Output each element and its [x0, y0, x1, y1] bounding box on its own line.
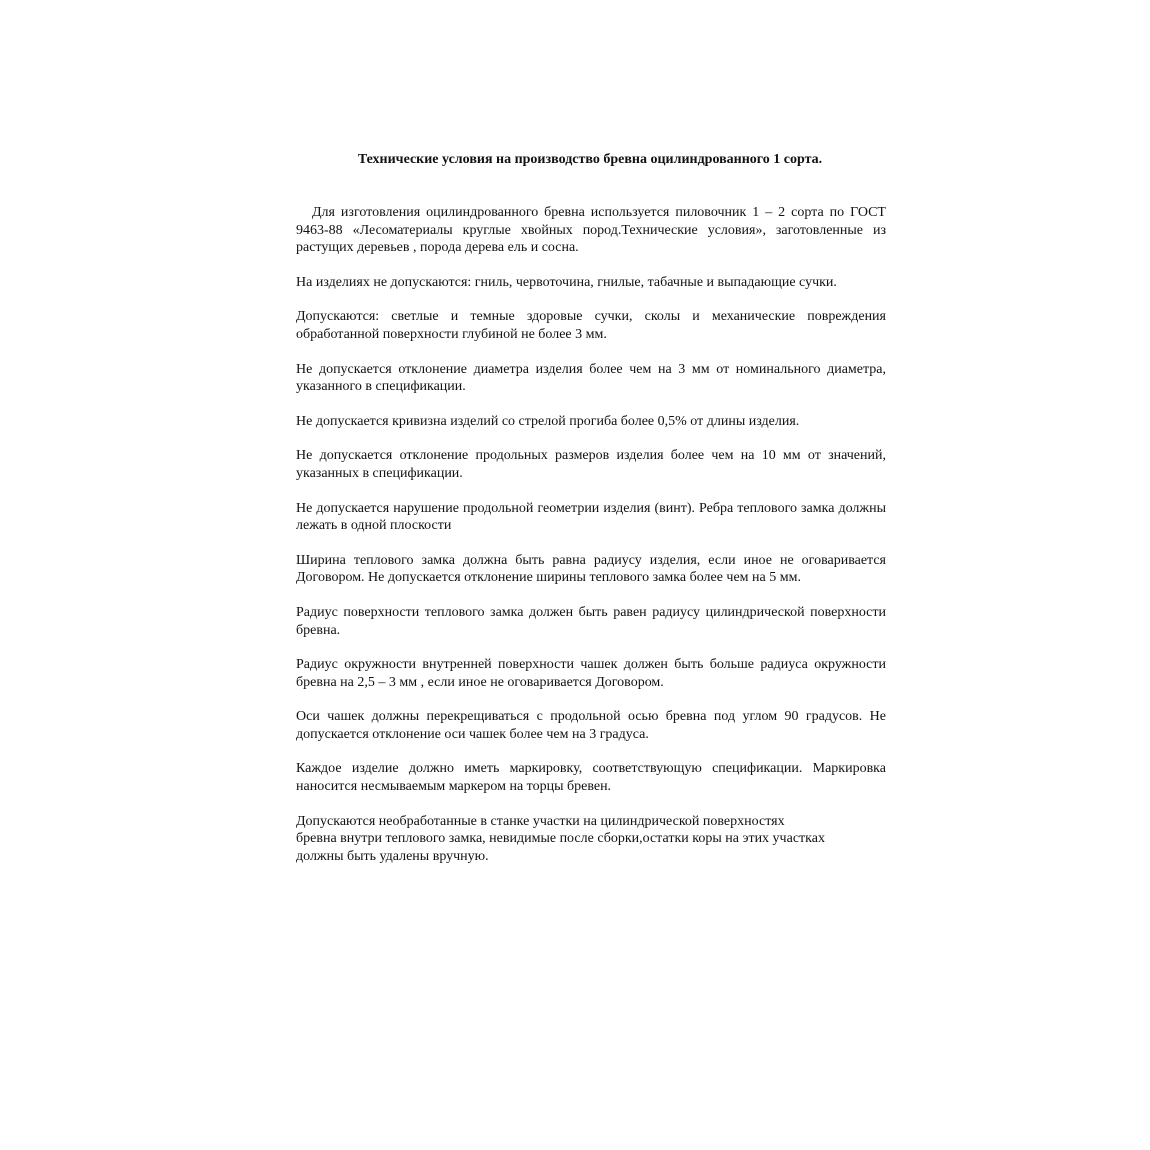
paragraph-defects-not-allowed: На изделиях не допускаются: гниль, червоточина, гнилые, табачные и выпадающие сучки.: [296, 274, 837, 290]
document-title: Технические условия на производство бревна оцилиндрованного 1 сорта.: [357, 152, 823, 167]
paragraph-curvature: Не допускается кривизна изделий со стрелой прогиба более 0,5% от длины изделия.: [296, 413, 800, 429]
paragraph-lock-width: Ширина теплового замка должна быть равна радиусу изделия, если иное не оговаривается Договором. Не допускается отклонение ширины теплового замка более чем на 5 мм.: [296, 552, 886, 586]
paragraph-line: Допускаются необработанные в станке участки на цилиндрической поверхностях: [296, 813, 785, 829]
paragraph-line: должны быть удалены вручную.: [296, 848, 489, 864]
paragraph-longitudinal-geometry: Не допускается нарушение продольной геометрии изделия (винт). Ребра теплового замка должны лежать в одной плоскости: [296, 500, 886, 534]
paragraph-diameter-tolerance: Не допускается отклонение диаметра изделия более чем на 3 мм от номинального диаметра, указанного в спецификации.: [296, 361, 886, 395]
paragraph-notch-axes: Оси чашек должны перекрещиваться с продольной осью бревна под углом 90 градусов. Не допускается отклонение оси чашек более чем на 3 градуса.: [296, 709, 886, 742]
paragraph-unprocessed-areas: [296, 813, 886, 866]
paragraph-defects-allowed: Допускаются: светлые и темные здоровые сучки, сколы и механические повреждения обработанной поверхности глубиной не более 3 мм.: [296, 309, 886, 342]
paragraph-lock-radius: Радиус поверхности теплового замка должен быть равен радиусу цилиндрической поверхности бревна.: [296, 604, 886, 638]
paragraph-length-tolerance: Не допускается отклонение продольных размеров изделия более чем на 10 мм от значений, указанных в спецификации.: [296, 448, 886, 481]
paragraph-line: бревна внутри теплового замка, невидимые после сборки,остатки коры на этих участках: [296, 831, 825, 847]
paragraph-raw-material: Для изготовления оцилиндрованного бревна используется пиловочник 1 – 2 сорта по ГОСТ 9463-88 «Лесоматериалы круглые хвойных пород.Технические условия», заготовленные из растущих деревьев , порода дерева ель и сосна.: [296, 205, 886, 256]
document-body: [296, 204, 886, 882]
paragraph-marking: Каждое изделие должно иметь маркировку, соответствующую спецификации. Маркировка наносится несмываемым маркером на торцы бревен.: [296, 761, 886, 795]
paragraph-notch-radius: Радиус окружности внутренней поверхности чашек должен быть больше радиуса окружности бревна на 2,5 – 3 мм , если иное не оговаривается Договором.: [296, 657, 886, 690]
